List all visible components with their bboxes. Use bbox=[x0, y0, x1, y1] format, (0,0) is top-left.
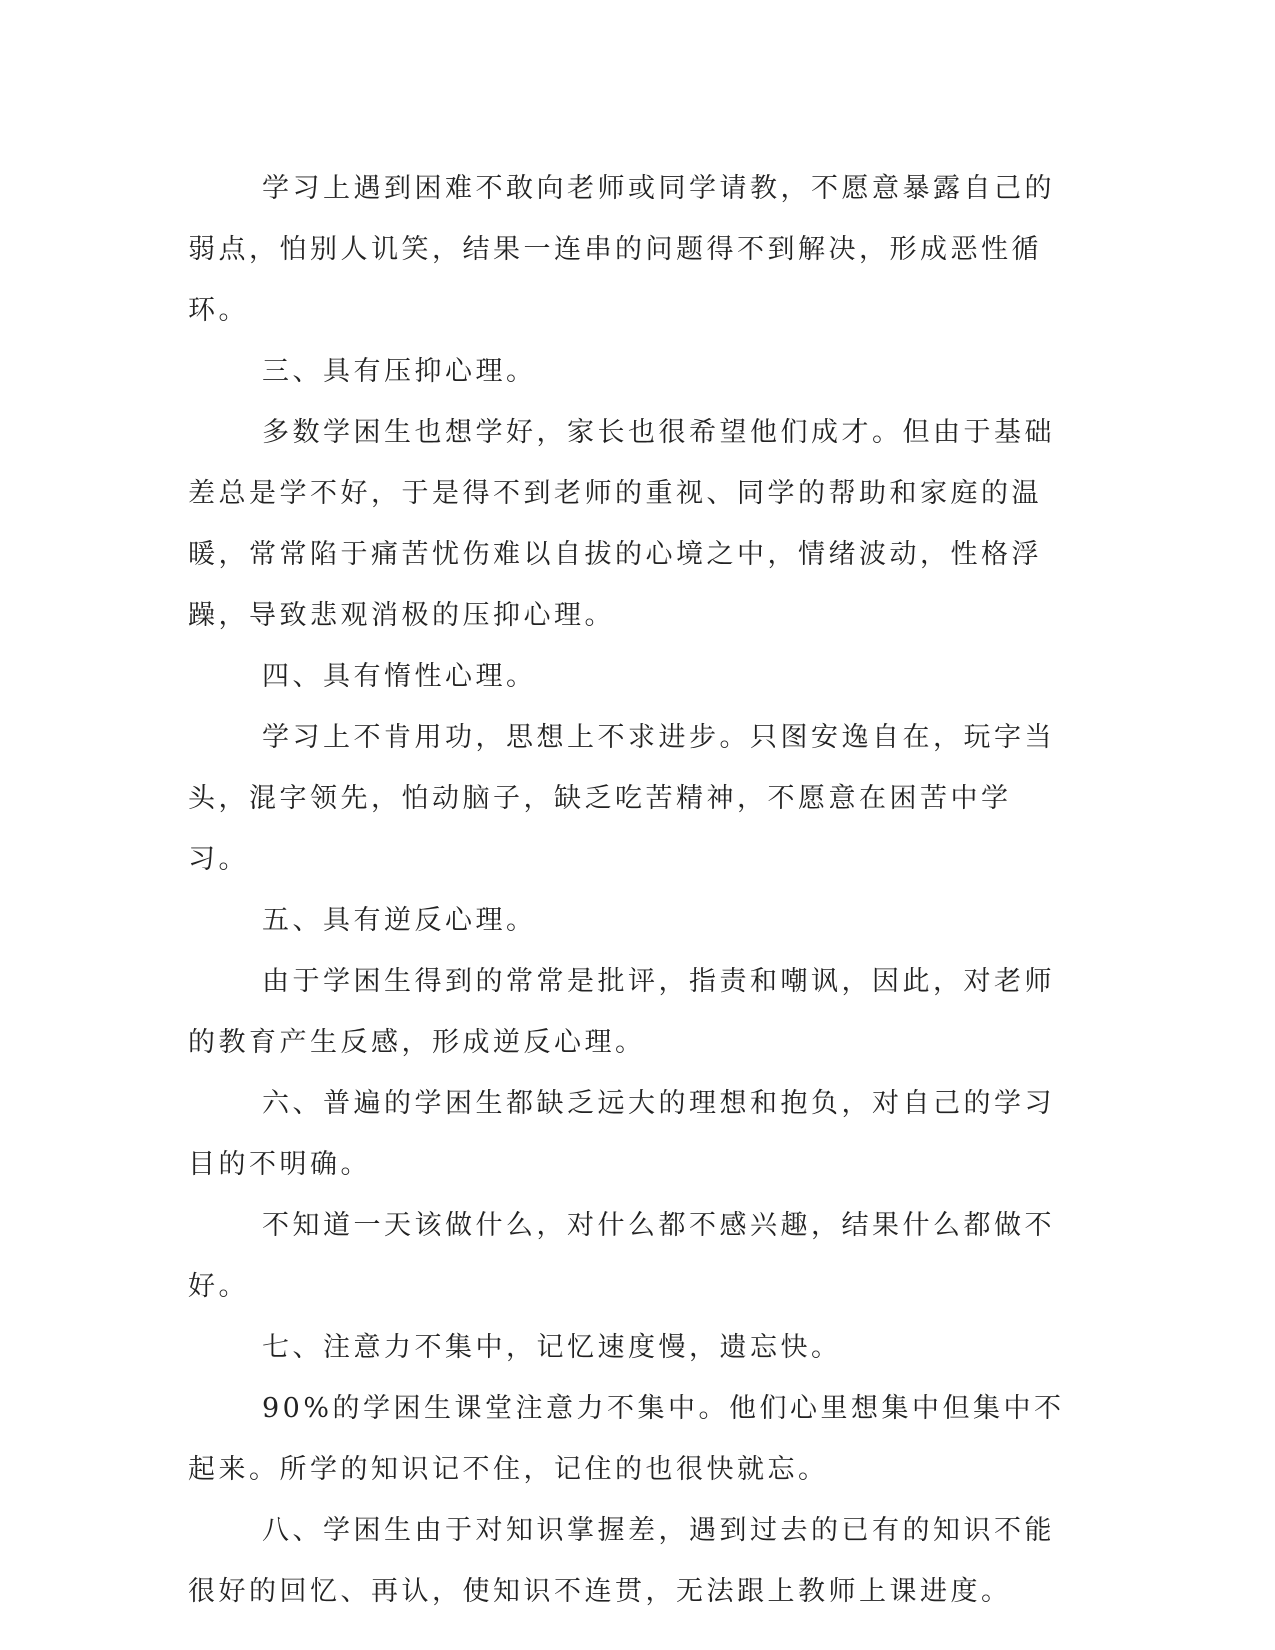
paragraph: 90%的学困生课堂注意力不集中。他们心里想集中但集中不起来。所学的知识记不住，记住的也很快就忘。 bbox=[188, 1393, 1065, 1485]
paragraph: 由于学困生得到的常常是批评，指责和嘲讽，因此，对老师的教育产生反感，形成逆反心理。 bbox=[188, 966, 1055, 1058]
document-body bbox=[188, 158, 1068, 1622]
paragraph: 多数学困生也想学好，家长也很希望他们成才。但由于基础差总是学不好，于是得不到老师的重视、同学的帮助和家庭的温暖，常常陷于痛苦忧伤难以自拔的心境之中，情绪波动，性格浮躁，导致悲观消极的压抑心理。 bbox=[188, 417, 1055, 631]
section-heading: 六、普遍的学困生都缺乏远大的理想和抱负，对自己的学习目的不明确。 bbox=[188, 1088, 1055, 1180]
paragraph: 学习上遇到困难不敢向老师或同学请教，不愿意暴露自己的弱点，怕别人讥笑，结果一连串的问题得不到解决，形成恶性循环。 bbox=[188, 173, 1055, 326]
section-heading: 八、学困生由于对知识掌握差，遇到过去的已有的知识不能很好的回忆、再认，使知识不连贯，无法跟上教师上课进度。 bbox=[188, 1515, 1055, 1607]
section-heading: 五、具有逆反心理。 bbox=[262, 905, 537, 936]
section-heading: 三、具有压抑心理。 bbox=[262, 356, 537, 387]
section-heading: 七、注意力不集中，记忆速度慢，遗忘快。 bbox=[262, 1332, 842, 1363]
section-heading: 四、具有惰性心理。 bbox=[262, 661, 537, 692]
paragraph: 不知道一天该做什么，对什么都不感兴趣，结果什么都做不好。 bbox=[188, 1210, 1055, 1302]
paragraph: 学习上不肯用功，思想上不求进步。只图安逸自在，玩字当头，混字领先，怕动脑子，缺乏吃苦精神，不愿意在困苦中学习。 bbox=[188, 722, 1055, 875]
